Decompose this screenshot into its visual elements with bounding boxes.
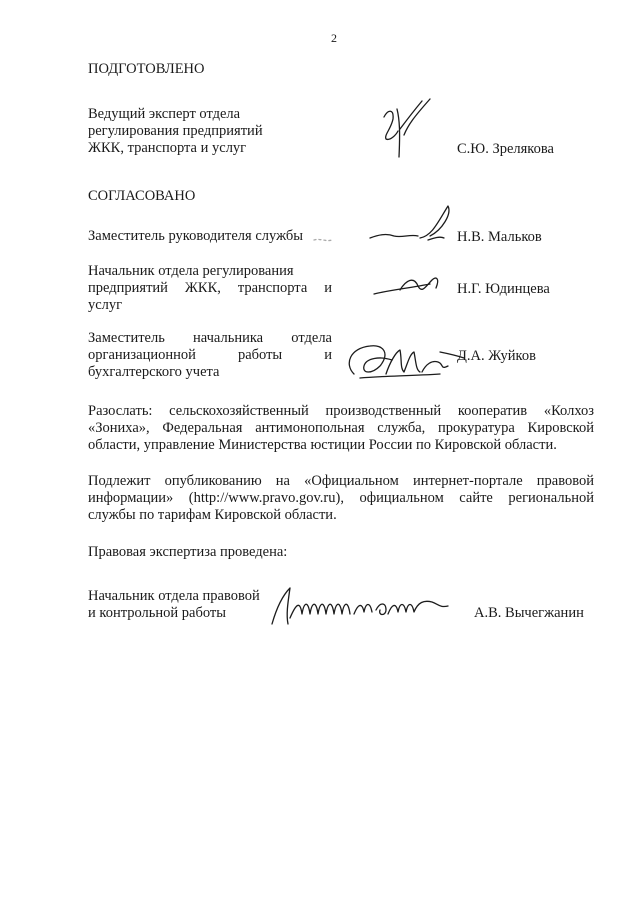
position-line: услуг — [88, 297, 123, 313]
position-line: и контрольной работы — [88, 605, 226, 621]
legal-review-statement: Правовая экспертиза проведена: — [88, 544, 288, 560]
legal-review-name: А.В. Вычегжанин — [474, 605, 584, 621]
position-line: Заместитель начальника отдела — [88, 330, 332, 346]
position-line: Ведущий эксперт отдела — [88, 106, 241, 122]
signature-yudintseva — [370, 266, 450, 306]
signatory-2-position — [88, 263, 332, 314]
position-line: регулирования предприятий — [88, 123, 263, 139]
signatory-3-position — [88, 330, 332, 381]
distribution-paragraph: Разослать: сельскохозяйственный производственный кооператив «Колхоз «Зониха», Федеральная антимонопольная служба, прокуратура Кировской области, управление Министерства юстиции России по Кировской области. — [88, 403, 594, 453]
prepared-position — [88, 106, 308, 157]
agreed-heading: СОГЛАСОВАНО — [88, 188, 196, 204]
position-line: Заместитель руководителя службы — [88, 228, 304, 244]
position-line: ЖКК, транспорта и услуг — [88, 140, 247, 156]
position-line: организационной работы и — [88, 347, 332, 363]
signature-zrelyakova — [378, 95, 438, 165]
position-line: предприятий ЖКК, транспорта и — [88, 280, 332, 296]
prepared-heading: ПОДГОТОВЛЕНО — [88, 61, 205, 77]
page-number: 2 — [331, 31, 337, 45]
legal-review-position — [88, 588, 288, 622]
signatory-1-name: Н.В. Мальков — [457, 229, 542, 245]
position-line: Начальник отдела регулирования — [88, 263, 294, 279]
position-line: бухгалтерского учета — [88, 364, 220, 380]
position-line: Начальник отдела правовой — [88, 588, 260, 604]
prepared-name: С.Ю. Зрелякова — [457, 141, 554, 157]
publication-paragraph: Подлежит опубликованию на «Официальном интернет-портале правовой информации» (http://www.pravo.gov.ru), официальном сайте региональной службы по тарифам Кировской области. — [88, 473, 594, 523]
signature-zhuykov — [340, 330, 470, 386]
signature-vychegzhanin — [262, 580, 462, 630]
signatory-1-position — [88, 228, 318, 245]
signature-malkov — [312, 200, 462, 250]
signatory-2-name: Н.Г. Юдинцева — [457, 281, 550, 297]
signatory-3-name: Д.А. Жуйков — [457, 348, 536, 364]
